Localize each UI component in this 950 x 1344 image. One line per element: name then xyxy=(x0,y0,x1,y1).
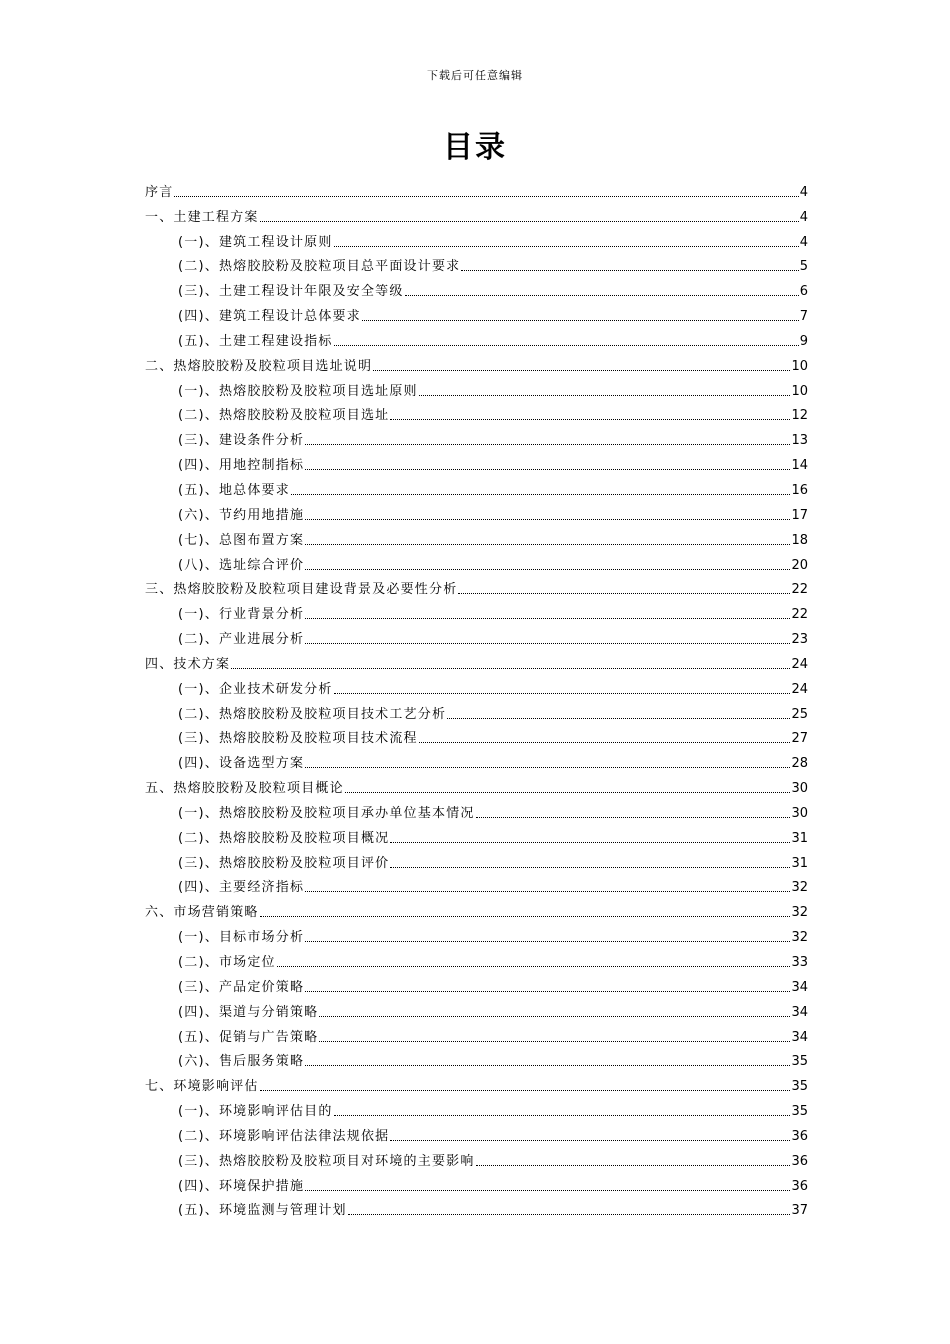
toc-entry-page: 7 xyxy=(799,309,808,325)
toc-entry[interactable] xyxy=(145,1169,808,1194)
toc-entry[interactable] xyxy=(145,871,808,896)
toc-dot-leader xyxy=(305,1189,790,1191)
toc-entry-label: (四)、用地控制指标 xyxy=(178,458,305,474)
toc-dot-leader xyxy=(476,1164,791,1166)
toc-dot-leader xyxy=(390,866,790,868)
toc-entry[interactable] xyxy=(145,274,808,299)
toc-dot-leader xyxy=(305,443,790,445)
toc-entry-page: 31 xyxy=(791,830,808,846)
toc-entry[interactable] xyxy=(145,771,808,796)
toc-entry-page: 4 xyxy=(799,184,808,200)
toc-entry[interactable] xyxy=(145,299,808,324)
toc-entry-label: (七)、总图布置方案 xyxy=(178,532,305,548)
toc-entry-page: 25 xyxy=(791,706,808,722)
toc-entry-label: 三、热熔胶胶粉及胶粒项目建设背景及必要性分析 xyxy=(145,582,458,598)
toc-entry[interactable] xyxy=(145,821,808,846)
toc-dot-leader xyxy=(334,344,799,346)
toc-entry-label: (五)、环境监测与管理计划 xyxy=(178,1203,347,1219)
toc-entry-label: (二)、热熔胶胶粉及胶粒项目选址 xyxy=(178,408,390,424)
toc-entry-page: 33 xyxy=(791,955,808,970)
toc-entry-page: 24 xyxy=(791,656,808,672)
toc-entry[interactable] xyxy=(145,1119,808,1144)
toc-entry-page: 30 xyxy=(791,781,808,797)
toc-entry[interactable] xyxy=(145,672,808,697)
toc-dot-leader xyxy=(305,766,790,768)
toc-entry-page: 5 xyxy=(799,259,808,275)
toc-entry-label: (二)、热熔胶胶粉及胶粒项目技术工艺分析 xyxy=(178,706,447,722)
toc-dot-leader xyxy=(405,294,799,296)
toc-entry-page: 22 xyxy=(791,607,808,623)
toc-entry[interactable] xyxy=(145,722,808,747)
toc-entry-page: 34 xyxy=(791,1004,808,1020)
toc-entry-page: 28 xyxy=(791,756,808,772)
toc-entry-label: (二)、热熔胶胶粉及胶粒项目概况 xyxy=(178,830,390,846)
toc-entry-page: 35 xyxy=(791,1054,808,1070)
toc-entry[interactable] xyxy=(145,846,808,871)
toc-dot-leader xyxy=(390,418,790,420)
toc-entry-label: 七、环境影响评估 xyxy=(145,1079,259,1095)
toc-entry-label: (六)、售后服务策略 xyxy=(178,1054,305,1070)
toc-entry-page: 32 xyxy=(791,905,808,921)
toc-entry[interactable] xyxy=(145,1069,808,1094)
toc-entry-label: 二、热熔胶胶粉及胶粒项目选址说明 xyxy=(145,358,373,374)
toc-entry-page: 14 xyxy=(791,458,808,474)
toc-dot-leader xyxy=(334,245,799,247)
toc-entry-label: 五、热熔胶胶粉及胶粒项目概论 xyxy=(145,781,344,797)
toc-dot-leader xyxy=(476,816,791,818)
toc-dot-leader xyxy=(334,1114,791,1116)
toc-entry-label: 一、土建工程方案 xyxy=(145,209,259,225)
toc-entry[interactable] xyxy=(145,1045,808,1070)
toc-entry[interactable] xyxy=(145,423,808,448)
toc-entry-page: 12 xyxy=(791,408,808,424)
toc-dot-leader xyxy=(458,592,790,594)
toc-entry[interactable] xyxy=(145,225,808,250)
toc-entry[interactable] xyxy=(145,995,808,1020)
toc-entry[interactable] xyxy=(145,697,808,722)
toc-entry-page: 10 xyxy=(791,383,808,399)
toc-entry-page: 17 xyxy=(791,507,808,523)
toc-dot-leader xyxy=(305,890,790,892)
toc-dot-leader xyxy=(345,791,791,793)
toc-entry-page: 24 xyxy=(791,681,808,697)
toc-entry-label: (三)、热熔胶胶粉及胶粒项目技术流程 xyxy=(178,731,418,747)
toc-entry-label: (一)、热熔胶胶粉及胶粒项目承办单位基本情况 xyxy=(178,805,475,821)
toc-entry-label: (三)、热熔胶胶粉及胶粒项目评价 xyxy=(178,855,390,871)
toc-entry-label: (三)、热熔胶胶粉及胶粒项目对环境的主要影响 xyxy=(178,1153,475,1169)
toc-dot-leader xyxy=(305,940,790,942)
toc-dot-leader xyxy=(291,493,791,495)
toc-entry-page: 10 xyxy=(791,358,808,374)
toc-entry[interactable] xyxy=(145,473,808,498)
toc-dot-leader xyxy=(419,741,791,743)
header-note: 下载后可任意编辑 xyxy=(427,69,523,82)
toc-entry[interactable] xyxy=(145,175,808,200)
toc-entry[interactable] xyxy=(145,895,808,920)
toc-entry-page: 37 xyxy=(791,1203,808,1219)
toc-dot-leader xyxy=(305,568,790,570)
toc-entry-page: 35 xyxy=(791,1104,808,1120)
toc-entry-label: (三)、土建工程设计年限及安全等级 xyxy=(178,284,404,300)
toc-dot-leader xyxy=(319,1015,790,1017)
toc-dot-leader xyxy=(231,667,790,669)
toc-entry-page: 4 xyxy=(799,234,808,250)
toc-entry-label: (四)、环境保护措施 xyxy=(178,1178,305,1194)
toc-entry-label: (五)、促销与广告策略 xyxy=(178,1029,319,1045)
toc-entry[interactable] xyxy=(145,349,808,374)
toc-entry[interactable] xyxy=(145,200,808,225)
toc-entry[interactable] xyxy=(145,498,808,523)
toc-entry-label: 六、市场营销策略 xyxy=(145,905,259,921)
toc-entry[interactable] xyxy=(145,399,808,424)
toc-entry-label: (四)、设备选型方案 xyxy=(178,756,305,772)
toc-dot-leader xyxy=(260,220,799,222)
toc-entry-label: (五)、土建工程建设指标 xyxy=(178,333,333,349)
toc-entry-page: 34 xyxy=(791,979,808,995)
toc-entry[interactable] xyxy=(145,597,808,622)
toc-entry-label: (一)、行业背景分析 xyxy=(178,607,305,623)
toc-entry[interactable] xyxy=(145,920,808,945)
toc-entry[interactable] xyxy=(145,746,808,771)
toc-dot-leader xyxy=(348,1213,791,1215)
toc-entry-label: (一)、环境影响评估目的 xyxy=(178,1104,333,1120)
toc-entry-label: 四、技术方案 xyxy=(145,656,231,672)
toc-entry[interactable] xyxy=(145,250,808,275)
toc-entry-page: 36 xyxy=(791,1128,808,1144)
toc-entry-page: 30 xyxy=(791,805,808,821)
toc-entry[interactable] xyxy=(145,622,808,647)
toc-entry-page: 36 xyxy=(791,1153,808,1169)
toc-entry-page: 35 xyxy=(791,1079,808,1095)
toc-entry-label: 序言 xyxy=(145,184,174,200)
toc-entry-page: 23 xyxy=(791,632,808,648)
toc-dot-leader xyxy=(362,319,799,321)
toc-dot-leader xyxy=(419,394,791,396)
toc-entry-label: (四)、主要经济指标 xyxy=(178,880,305,896)
toc-entry[interactable] xyxy=(145,573,808,598)
toc-dot-leader xyxy=(461,269,798,271)
toc-entry[interactable] xyxy=(145,448,808,473)
toc-dot-leader xyxy=(305,518,790,520)
toc-entry-page: 32 xyxy=(791,930,808,946)
toc-entry-label: (二)、产业进展分析 xyxy=(178,632,305,648)
toc-entry-page: 16 xyxy=(791,482,808,498)
toc-entry-label: (一)、目标市场分析 xyxy=(178,930,305,946)
toc-entry-label: (一)、企业技术研发分析 xyxy=(178,681,333,697)
toc-entry-label: (三)、建设条件分析 xyxy=(178,433,305,449)
toc-entry[interactable] xyxy=(145,970,808,995)
toc-entry[interactable] xyxy=(145,374,808,399)
toc-entry-page: 34 xyxy=(791,1029,808,1045)
toc-dot-leader xyxy=(373,369,790,371)
toc-entry-page: 36 xyxy=(791,1178,808,1194)
toc-entry[interactable] xyxy=(145,1194,808,1219)
toc-dot-leader xyxy=(260,915,791,917)
toc-dot-leader xyxy=(305,642,790,644)
toc-dot-leader xyxy=(390,1139,790,1141)
toc-entry-label: (一)、热熔胶胶粉及胶粒项目选址原则 xyxy=(178,383,418,399)
toc-entry[interactable] xyxy=(145,523,808,548)
toc-entry[interactable] xyxy=(145,1020,808,1045)
toc-entry[interactable] xyxy=(145,1144,808,1169)
toc-entry[interactable] xyxy=(145,647,808,672)
toc-dot-leader xyxy=(305,1064,790,1066)
toc-entry[interactable] xyxy=(145,324,808,349)
toc-entry-label: (一)、建筑工程设计原则 xyxy=(178,234,333,250)
toc-entry-page: 9 xyxy=(799,333,808,349)
toc-dot-leader xyxy=(305,990,790,992)
toc-dot-leader xyxy=(305,543,790,545)
toc-entry-label: (四)、渠道与分销策略 xyxy=(178,1004,319,1020)
toc-entry-label: (二)、市场定位 xyxy=(178,955,276,970)
toc-dot-leader xyxy=(305,468,790,470)
toc-dot-leader xyxy=(305,617,790,619)
toc-entry[interactable] xyxy=(145,945,808,970)
toc-entry-label: (八)、选址综合评价 xyxy=(178,557,305,573)
toc-entry-label: (三)、产品定价策略 xyxy=(178,979,305,995)
toc-entry[interactable] xyxy=(145,548,808,573)
toc-entry-page: 31 xyxy=(791,855,808,871)
toc-entry-label: (四)、建筑工程设计总体要求 xyxy=(178,309,361,325)
toc-dot-leader xyxy=(319,1040,790,1042)
toc-entry[interactable] xyxy=(145,1094,808,1119)
toc-entry-label: (二)、热熔胶胶粉及胶粒项目总平面设计要求 xyxy=(178,259,461,275)
toc-entry-page: 22 xyxy=(791,582,808,598)
toc-entry-label: (二)、环境影响评估法律法规依据 xyxy=(178,1128,390,1144)
toc-entry-page: 27 xyxy=(791,731,808,747)
toc-entry-label: (六)、节约用地措施 xyxy=(178,507,305,523)
toc-dot-leader xyxy=(260,1089,791,1091)
toc-entry-page: 32 xyxy=(791,880,808,896)
toc-entry-page: 6 xyxy=(799,284,808,300)
toc-dot-leader xyxy=(390,841,790,843)
page-title: 目录 xyxy=(443,130,507,165)
toc-dot-leader xyxy=(334,692,791,694)
toc-entry-page: 20 xyxy=(791,557,808,573)
toc-dot-leader xyxy=(174,195,798,197)
table-of-contents xyxy=(145,175,808,1218)
toc-dot-leader xyxy=(277,965,791,967)
toc-entry-page: 4 xyxy=(799,209,808,225)
toc-dot-leader xyxy=(447,717,790,719)
toc-entry-page: 18 xyxy=(791,532,808,548)
toc-entry[interactable] xyxy=(145,796,808,821)
toc-entry-page: 13 xyxy=(791,433,808,449)
toc-entry-label: (五)、地总体要求 xyxy=(178,482,290,498)
